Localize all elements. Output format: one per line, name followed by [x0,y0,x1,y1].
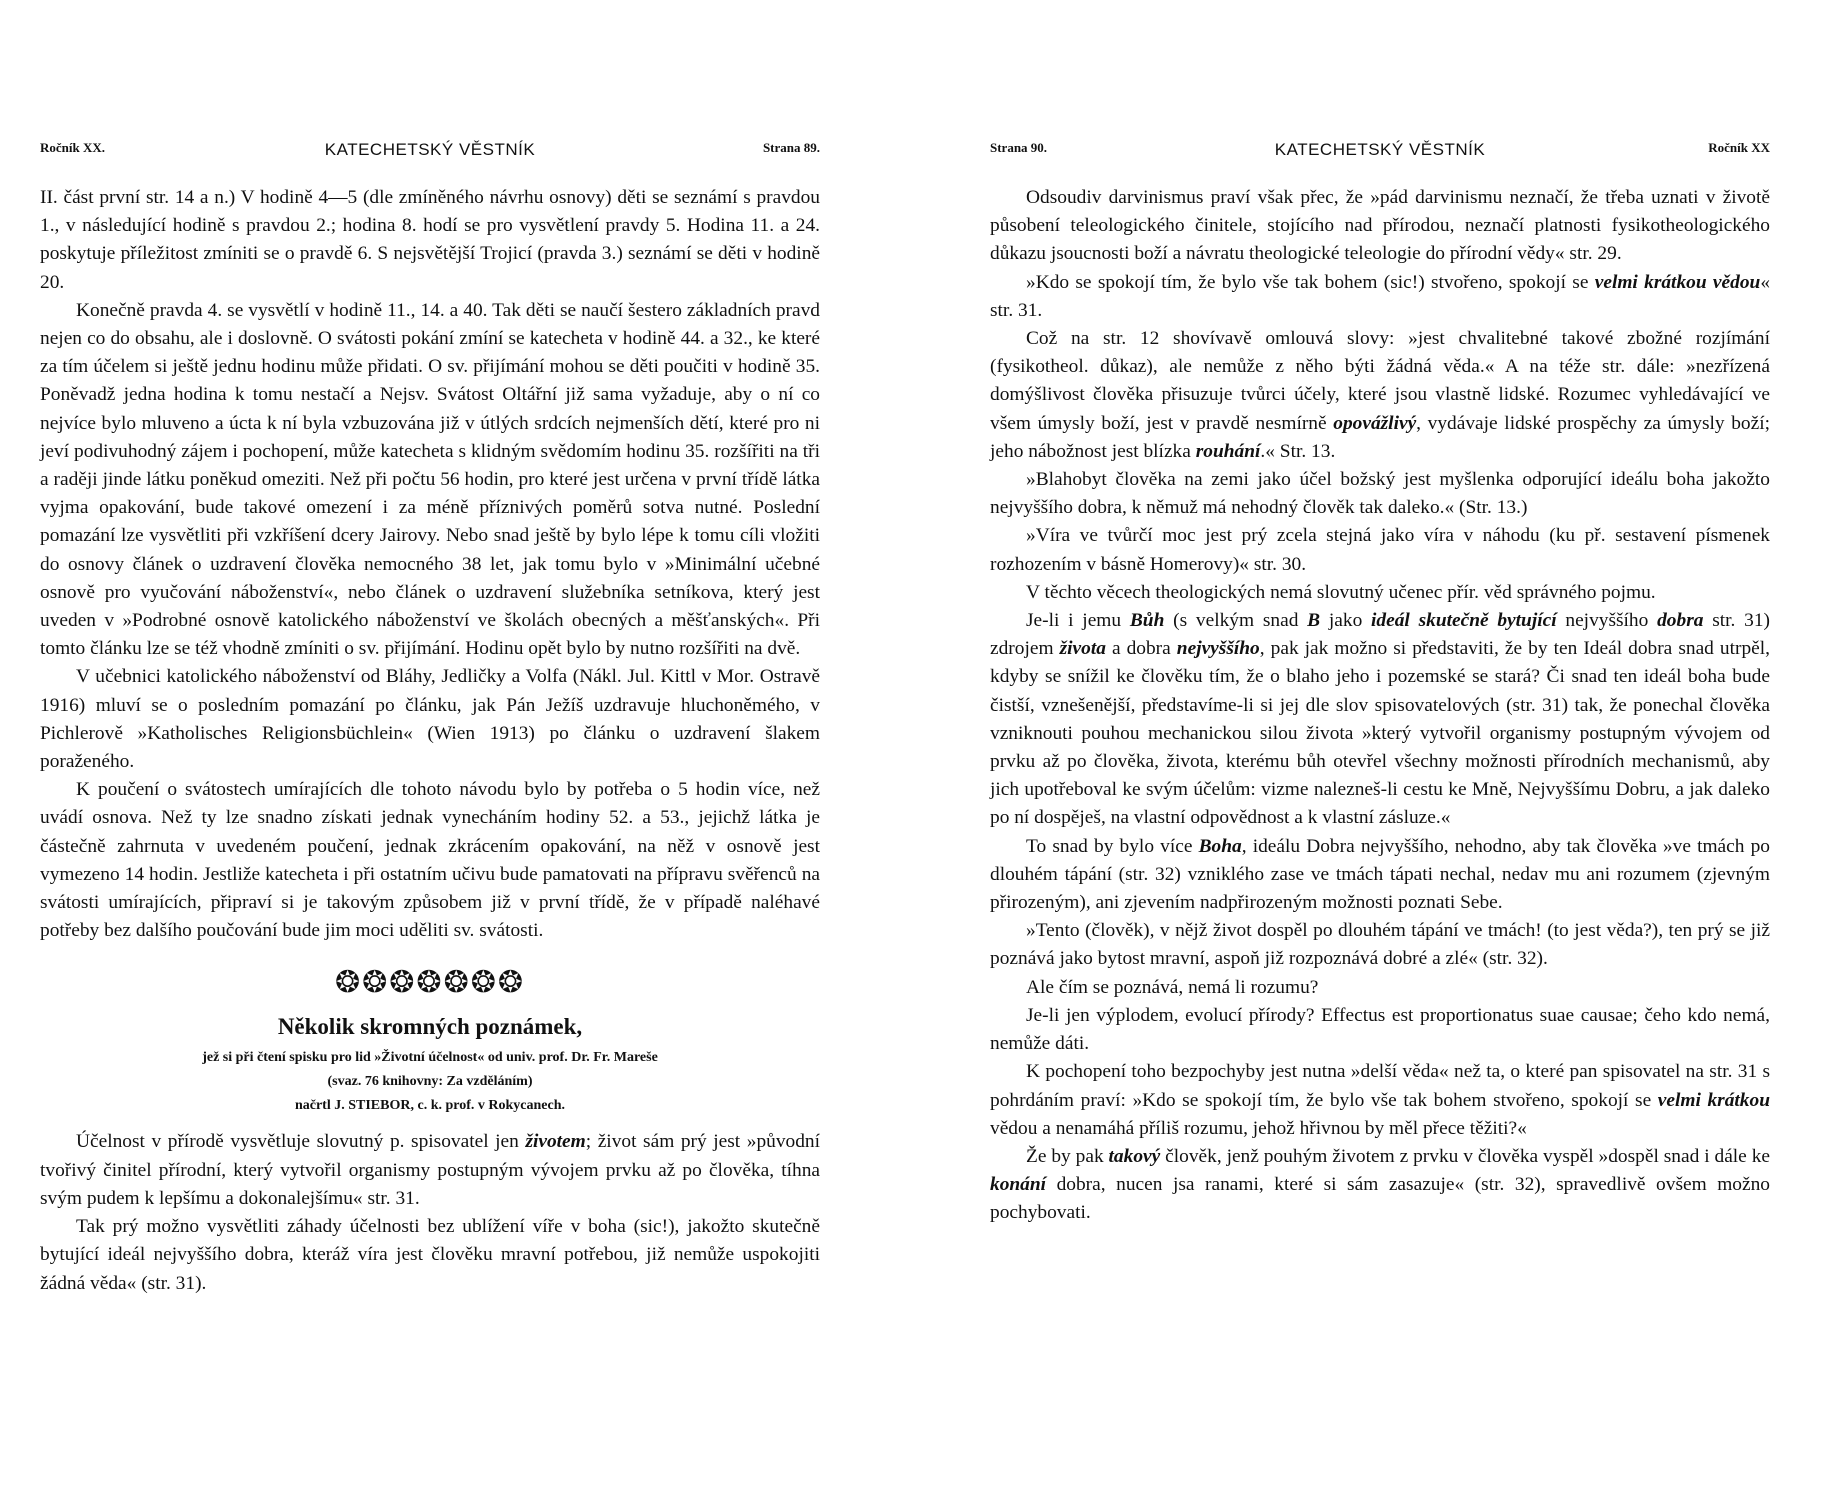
paragraph: »Tento (člověk), v nějž život dospěl po dlouhém tápání ve tmách! (to jest věda?), ten prý se již poznává jako bytost mravní, aspoň již rozpoznává dobré a zlé« (str. 32). [990,920,1770,970]
text-run: « str. 31. [990,271,1771,321]
emphasis: velmi krátkou vědou [1594,271,1761,293]
journal-title: KATECHETSKÝ VĚSTNÍK [324,140,536,159]
emphasis: rouhání [1195,440,1261,462]
emphasis: dobra [1657,610,1704,632]
paragraph: V těchto věcech theologických nemá slovutný učenec přír. věd správného pojmu. [1026,581,1656,603]
left-running-header [40,140,820,162]
text-run: K pochopení toho bezpochyby jest nutna »delší věda« než ta, o které pan spisovatel na str. 31 s pohrdáním praví: »Kdo se spokojí tím, že bylo vše tak bohem stvořeno, spokojí se [990,1061,1770,1111]
paragraph: Je-li jen výplodem, evolucí přírody? Effectus est proportionatus suae causae; čeho kdo nemá, nemůže dáti. [990,1004,1770,1055]
paragraph [990,269,1770,325]
paragraph [990,1143,1770,1228]
right-page-body [990,184,1770,1228]
paragraph: Tak prý možno vysvětliti záhady účelnosti bez ublížení víře v boha (sic!), jakožto skutečně bytující ideál nejvyššího dobra, kteráž víra jest člověku mravní potřebou, již nemůže uspokojiti žádná věda« (str. 31). [40,1216,820,1294]
article-subtitle-line: (svaz. 76 knihovny: Za vzděláním) [327,1074,533,1090]
paragraph: »Blahobyt člověka na zemi jako účel božský jest myšlenka odporující ideálu boha jakožto nejvyššího dobra, k němuž má nehodný člověk tak daleko.« (Str. 13.) [990,469,1770,519]
page-number: Strana 89. [762,140,820,155]
text-run: , ideálu Dobra nejvyššího, nehodno, aby tak člověka »ve tmách po dlouhém tápání (str. 32) vzniklého zase ve tmách tápati nechal, nedav mu ani rozumem (zjevným přirozeným), ani zjevením nadpřirozeným možnosti poznati Sebe. [990,835,1770,914]
paragraph: II. část první str. 14 a n.) V hodině 4—5 (dle zmíněného návrhu osnovy) děti se seznámí s pravdou 1., v následující hodině s pravdou 2.; hodina 8. hodí se pro vysvětlení pravdy 5. Hodina 11. a 24. poskytuje příležitost zmíniti se o pravdě 6. S nejsvětější Trojicí (pravda 3.) seznámí se děti v hodině 20. [40,187,820,293]
text-run: Účelnost v přírodě vysvětluje slovutný p. spisovatel jen [76,1131,526,1153]
text-run: jako [1320,610,1372,632]
text-run: , vydávaje lidské prospěchy za úmysly boží; jeho nábožnost jest blízka [990,412,1770,462]
paragraph: »Víra ve tvůrčí moc jest prý zcela stejná jako víra v náhodu (ku př. sestavení písmenek rozhozením v básně Homerovy)« str. 30. [990,525,1770,575]
text-run: str. 31) zdrojem [990,610,1770,660]
emphasis: života [1059,638,1106,660]
right-page [990,140,1770,1228]
text-run: Že by pak [1026,1145,1109,1167]
paragraph: K poučení o svátostech umírajících dle tohoto návodu bylo by potřeba o 5 hodin více, než uvádí osnova. Než ty lze snadno získati jednak vynecháním hodiny 52. a 53., jejichž látka je částečně zahrnuta v uvedeném poučení, jednak zkrácením opakování, na něž v osnově jest vymezeno 14 hodin. Jestliže katecheta i při ostatním učivu bude pamatovati na přípravu svěřenců na svátosti umírajících, připraví si je takovým způsobem již v první třídě, že v případě naléhavé potřeby bez dalšího poučování bude jim moci uděliti sv. svátosti. [40,779,820,942]
article-body [40,1128,820,1297]
emphasis: nejvyššího [1176,638,1260,660]
left-page-body [40,184,820,945]
text-run: To snad by bylo více [1026,835,1199,857]
paragraph [990,1058,1770,1143]
text-run: (s velkým snad [1164,610,1308,632]
paragraph [990,325,1770,466]
text-run: .« Str. 13. [1260,440,1336,462]
text-run: Což na str. 12 shovívavě omlouvá slovy: »jest chvalitebné takové zbožné rozjímání (fysikotheol. důkaz), ale nemůže z něho býti žádná věda.« A na téže str. dále: »nezřízená domýšlivost člověka přisuzuje tvůrci účely, které jsou vlastně lidské. Rozumec vyhledávající ve všem úmysly boží, jest v pravdě nesmírně [990,328,1770,434]
emphasis: takový [1108,1145,1161,1167]
emphasis: Bůh [1129,610,1165,632]
text-run: »Kdo se spokojí tím, že bylo vše tak bohem (sic!) stvořeno, spokojí se [1026,271,1595,293]
volume-label: Ročník XX [1708,140,1770,155]
article-author-line: načrtl J. STIEBOR, c. k. prof. v Rokycanech. [294,1098,566,1114]
paragraph: Konečně pravda 4. se vysvětlí v hodině 11., 14. a 40. Tak děti se naučí šestero základních pravd nejen co do obsahu, ale i doslovně. O svátosti pokání zmíní se katecheta v hodině 44. a 32., ke které za tím účelem si ještě jednu hodinu může přidati. O sv. přijímání mohou se děti poučiti v hodině 35. Poněvadž jedna hodina k tomu nestačí a Nejsv. Svátost Oltářní již sama vyžaduje, aby o ní co nejvíce bylo mluveno a úcta k ní byla vzbuzována již v útlých srdcích nejmenších dětí, které pro ni jeví podivuhodný zájem i pochopení, může katecheta s klidným svědomím hodinu 35. rozšířiti na tři a raději jinde látku poněkud omeziti. Než při počtu 56 hodin, pro které jest určena v první třídě látka vyjma opakování, bude takové omezení i za méně příznivých poměrů sotva nutné. Poslední pomazání lze vysvětliti při vzkříšení dcery Jairovy. Nebo snad ještě by bylo lépe k tomu cíli vložiti do osnovy článek o uzdravení člověka nemocného 38 let, jak tomu bylo v »Minimální učebné osnově pro vyučování náboženství«, nebo článek o uzdravení služebníka setníkova, který jest uveden v »Podrobné osnově katolického náboženství ve školách obecných a měšťanských«. Při tomto článku lze se též vhodně zmíniti o sv. přijímání. Hodinu opět bylo by nutno rozšířiti na dvě. [40,299,820,660]
emphasis: B [1307,610,1321,632]
right-running-header [990,140,1770,162]
emphasis: ideál skutečně bytující [1371,610,1557,632]
volume-label: Ročník XX. [40,140,106,155]
text-run: člověk, jenž pouhým životem z prvku v člověka vyspěl »dospěl snad i dále ke [1160,1145,1770,1167]
page-number: Strana 90. [990,140,1048,155]
emphasis: velmi krátkou [1657,1089,1770,1111]
journal-title: KATECHETSKÝ VĚSTNÍK [1274,140,1486,159]
paragraph [40,1128,820,1213]
text-run: Je-li i jemu [1026,610,1130,632]
text-run: ; život sám prý jest »původní tvořivý činitel přírodní, který vytvořil organismy postupným vývojem prvku až po člověka, tíhna svým pudem k lepšímu a dokonalejšímu« str. 31. [40,1131,821,1209]
article-subtitle [40,1046,820,1118]
text-run: vědou a nenamáhá příliš rozumu, jehož hřivnou by měl přece těžiti?« [990,1117,1527,1139]
paragraph [990,833,1770,918]
paragraph [990,607,1770,833]
text-run: , pak jak možno si představiti, že by ten Ideál dobra snad utrpěl, kdyby se snížil ke člověku tím, že o blaho jeho i pozemské se stará? Či snad ten ideál boha bude čistší, vznešenější, představíme-li si jej dle slov spisovatelových (str. 31) tak, že ponechal člověka vzniknouti pouhou mechanickou silou života »který vytvořil organismy postupným vývojem od prvku až po člověka, života, kterému bůh otevřel všechny možnosti přírodních mechanismů, aby jich upotřeboval ke svým účelům: vizme nalezneš-li cestu ke Mně, Nejvyššímu Dobru, a jak daleko po ní dospěješ, na vlastní odpovědnost a k vlastní zásluze.« [990,638,1770,829]
paragraph: Odsoudiv darvinismus praví však přec, že »pád darvinismu neznačí, že třeba uznati v životě působení teleologického činitele, stojícího nad přírodou, neznačí platnosti fysikotheologického důkazu jsoucnosti boží a návratu theologické teleologie do přírodní vědy« str. 29. [990,187,1770,265]
article-title: Několik skromných poznámek, [277,1014,583,1040]
text-run: dobra, nucen jsa ranami, které si sám zasazuje« (str. 32), spravedlivě ovšem možno pochybovati. [990,1174,1770,1224]
paragraph: V učebnici katolického náboženství od Bláhy, Jedličky a Volfa (Nákl. Jul. Kittl v Mor. Ostravě 1916) mluví se o posledním pomazání po článku, jak Pán Ježíš uzdravuje hluchoněmého, v Pichlerově »Katholisches Religionsbüchlein« (Wien 1913) po článku o uzdravení šlakem poraženého. [40,666,820,773]
paragraph: Ale čím se poznává, nemá li rozumu? [1026,976,1319,998]
article-subtitle-line: jež si při čtení spisku pro lid »Životní účelnost« od univ. prof. Dr. Fr. Mareše [202,1050,658,1066]
emphasis: konání [990,1174,1047,1196]
emphasis: Boha [1198,835,1242,857]
emphasis: opovážlivý [1333,412,1417,434]
ornament-divider: ❂❂❂❂❂❂❂ [335,965,525,1001]
text-run: nejvyššího [1556,610,1658,632]
left-page [40,140,820,1298]
emphasis: životem [525,1131,586,1153]
text-run: a dobra [1105,638,1177,660]
